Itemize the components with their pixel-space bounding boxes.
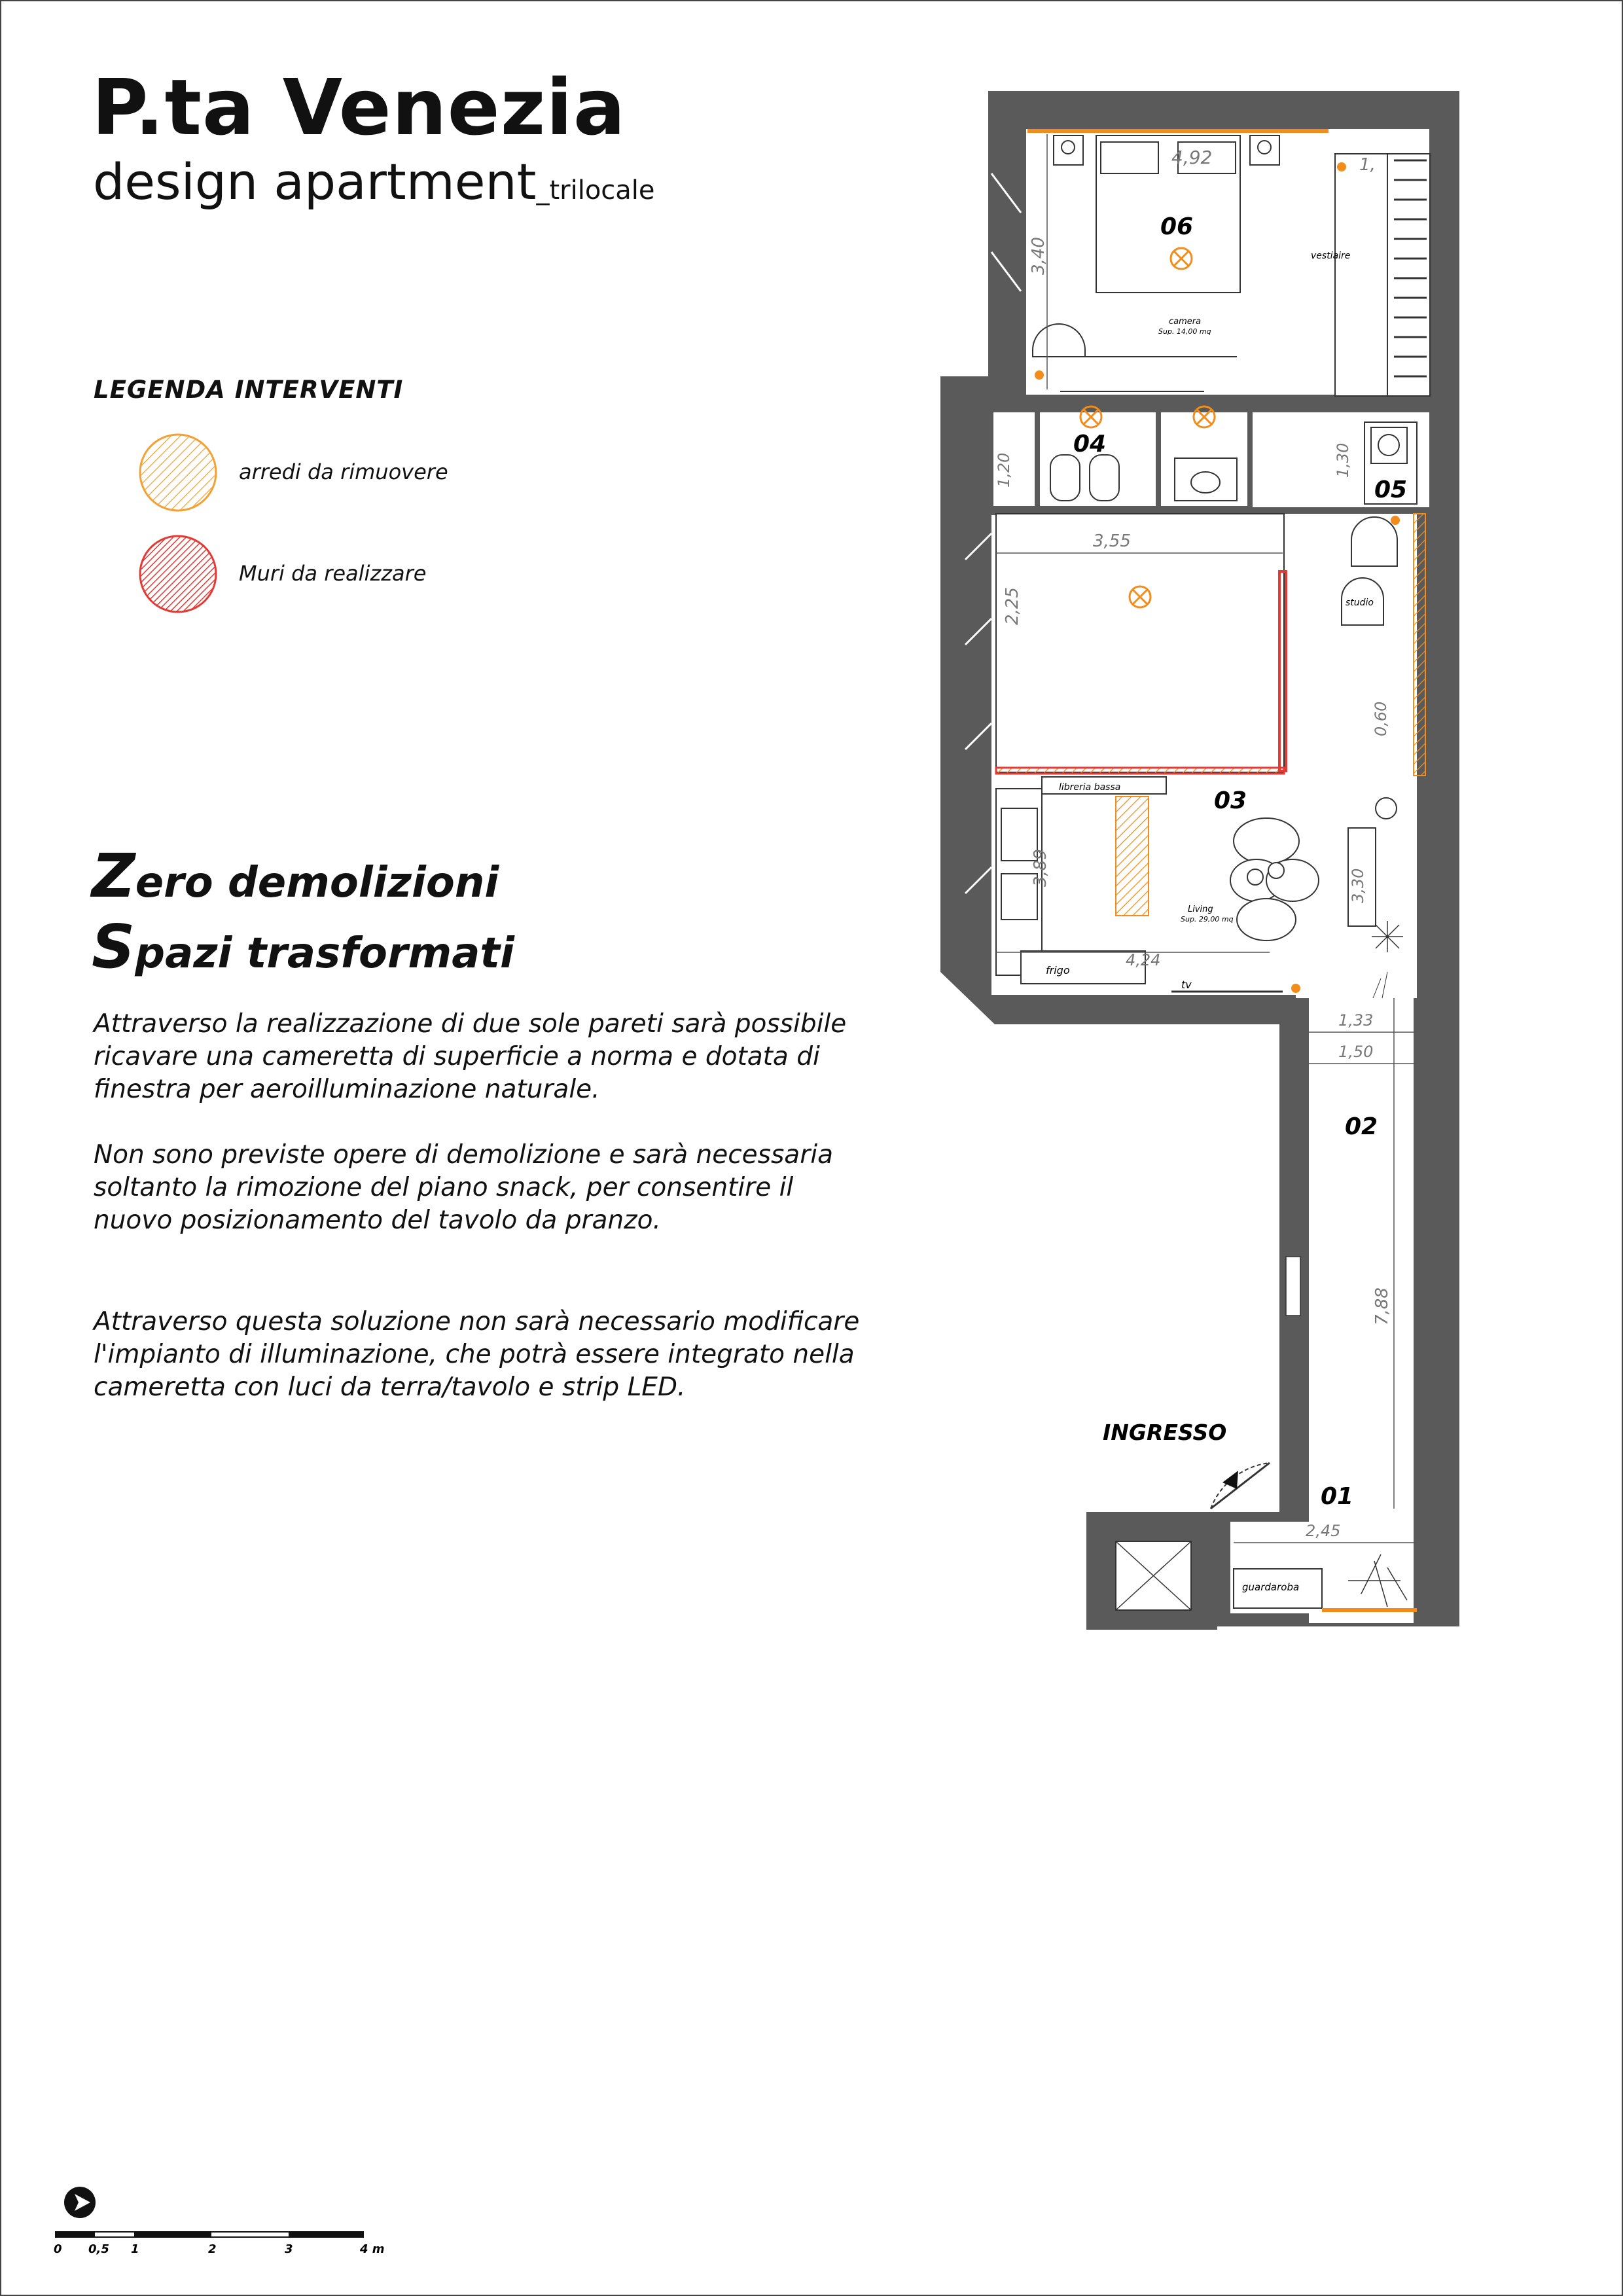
legend-item-remove (137, 432, 596, 517)
vestiaire-label: vestiaire (1311, 251, 1351, 261)
room-02-number: 02 (1345, 1113, 1378, 1140)
dim-060: 0,60 (1372, 701, 1390, 736)
slogan-rest-2: pazi trasformati (135, 929, 514, 978)
scale-tick-4: 4 m (360, 2242, 385, 2256)
subtitle-suffix: _trilocale (536, 175, 655, 206)
slogan-cap-2: S (92, 912, 135, 982)
north-arrow-icon (64, 2187, 96, 2218)
guardaroba-label: guardaroba (1242, 1581, 1300, 1593)
scale-tick-1: 1 (131, 2242, 139, 2256)
paragraph-3: Attraverso questa soluzione non sarà necessario modificare l'impianto di illuminazione, che potrà essere integrato nella cameretta con luci da terra/tavolo e strip LED. (94, 1307, 860, 1402)
slogan-cap-1: Z (92, 841, 135, 911)
legend-label-remove: arredi da rimuovere (239, 459, 448, 484)
legend-title: LEGENDA INTERVENTI (94, 376, 404, 404)
dim-355: 3,55 (1093, 531, 1131, 551)
dim-150: 1,50 (1338, 1043, 1374, 1061)
legend-label-new-walls: Muri da realizzare (239, 561, 427, 586)
slogan-rest-1: ero demolizioni (135, 859, 499, 907)
dim-130a: 1,30 (1334, 442, 1352, 478)
dim-424: 4,24 (1126, 951, 1161, 969)
dim-120: 1,20 (995, 452, 1013, 488)
studio-desk (1414, 514, 1425, 776)
tv-label: tv (1181, 978, 1192, 991)
floor-plan (929, 82, 1472, 1640)
slogan-line-1 (92, 841, 514, 915)
page-subtitle (93, 152, 655, 211)
dim-225: 2,25 (1003, 587, 1022, 625)
living-label: Living (1188, 905, 1213, 914)
dim-330: 3,30 (1349, 868, 1367, 903)
dim-1: 1, (1359, 155, 1376, 175)
snack-counter-remove (1116, 797, 1149, 916)
subtitle-main: design apartment (93, 152, 537, 211)
scale-tick-3: 3 (285, 2242, 293, 2256)
room-01-number: 01 (1321, 1483, 1354, 1510)
dim-245: 2,45 (1306, 1522, 1341, 1540)
dim-389: 3,89 (1031, 849, 1050, 887)
bedroom-light-dot (1035, 370, 1044, 380)
scale-bar (52, 2186, 419, 2258)
living-surface: Sup. 29,00 mq (1181, 915, 1234, 924)
room-03-number: 03 (1214, 787, 1247, 814)
camera-surface: Sup. 14,00 mq (1158, 327, 1211, 336)
scale-tick-2: 2 (208, 2242, 217, 2256)
slogan-line-2 (92, 912, 514, 986)
ingresso-label: INGRESSO (1103, 1420, 1227, 1445)
new-wall-horizontal (996, 768, 1284, 774)
plant-icon (1372, 921, 1403, 952)
hatch-orange-icon (137, 432, 223, 517)
page-title: P.ta Venezia (92, 62, 626, 152)
legend-item-new-walls (137, 533, 596, 619)
room-05-number: 05 (1374, 476, 1408, 503)
room-04-number: 04 (1073, 431, 1107, 457)
slogan (92, 841, 514, 986)
scale-tick-05: 0,5 (88, 2242, 109, 2256)
room-06-number: 06 (1160, 213, 1194, 240)
dim-788: 7,88 (1372, 1287, 1392, 1325)
paragraph-1: Attraverso la realizzazione di due sole pareti sarà possibile ricavare una cameretta di superficie a norma e dotata di finestra per aeroilluminazione naturale. (94, 1009, 847, 1104)
studio-label: studio (1346, 598, 1374, 608)
dim-340: 3,40 (1029, 237, 1048, 275)
camera-label: camera (1169, 317, 1202, 327)
dim-133: 1,33 (1338, 1011, 1374, 1030)
libreria-label: libreria bassa (1059, 782, 1121, 793)
hatch-red-icon (137, 533, 223, 619)
frigo-label: frigo (1046, 964, 1070, 977)
scale-tick-0: 0 (54, 2242, 62, 2256)
paragraph-2: Non sono previste opere di demolizione e sarà necessaria soltanto la rimozione del piano snack, per consentire il nuovo posizionamento del tavolo da pranzo. (94, 1140, 833, 1235)
dim-492: 4,92 (1171, 147, 1213, 168)
wardrobe (1335, 154, 1430, 396)
top-strip (1027, 129, 1329, 133)
